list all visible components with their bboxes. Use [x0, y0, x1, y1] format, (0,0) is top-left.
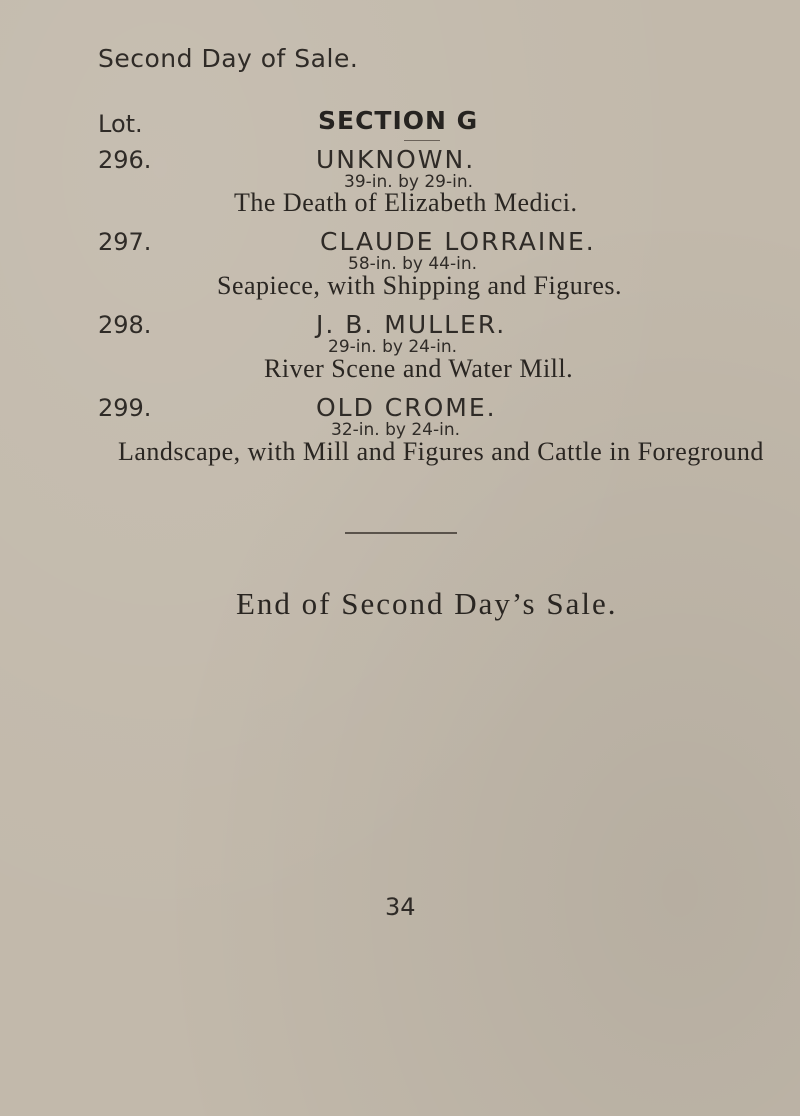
- lot-title: Seapiece, with Shipping and Figures.: [217, 271, 623, 300]
- lot-title: The Death of Elizabeth Medici.: [234, 188, 578, 217]
- lot-artist: CLAUDE LORRAINE.: [320, 227, 596, 256]
- lot-artist: OLD CROME.: [316, 393, 497, 422]
- lot-number: 297.: [98, 228, 152, 256]
- lot-title: Landscape, with Mill and Figures and Cattle in Foreground: [118, 437, 764, 466]
- closing-line: End of Second Day’s Sale.: [236, 586, 618, 621]
- lot-number: 299.: [98, 394, 152, 422]
- running-head: Second Day of Sale.: [98, 44, 359, 73]
- lot-title: River Scene and Water Mill.: [264, 354, 574, 383]
- lot-number: 296.: [98, 146, 152, 174]
- lot-number: 298.: [98, 311, 152, 339]
- lot-dimensions: 39-in. by 29-in.: [344, 172, 473, 192]
- closing-divider: [345, 532, 457, 534]
- lot-artist: J. B. MULLER.: [316, 310, 507, 339]
- lot-dimensions: 58-in. by 44-in.: [348, 254, 477, 274]
- section-heading: SECTION G: [318, 106, 479, 135]
- section-underline: [404, 140, 440, 141]
- page-number: 34: [385, 893, 416, 921]
- lot-column-heading: Lot.: [98, 110, 143, 138]
- lot-dimensions: 32-in. by 24-in.: [331, 420, 460, 440]
- lot-artist: UNKNOWN.: [316, 145, 476, 174]
- lot-dimensions: 29-in. by 24-in.: [328, 337, 457, 357]
